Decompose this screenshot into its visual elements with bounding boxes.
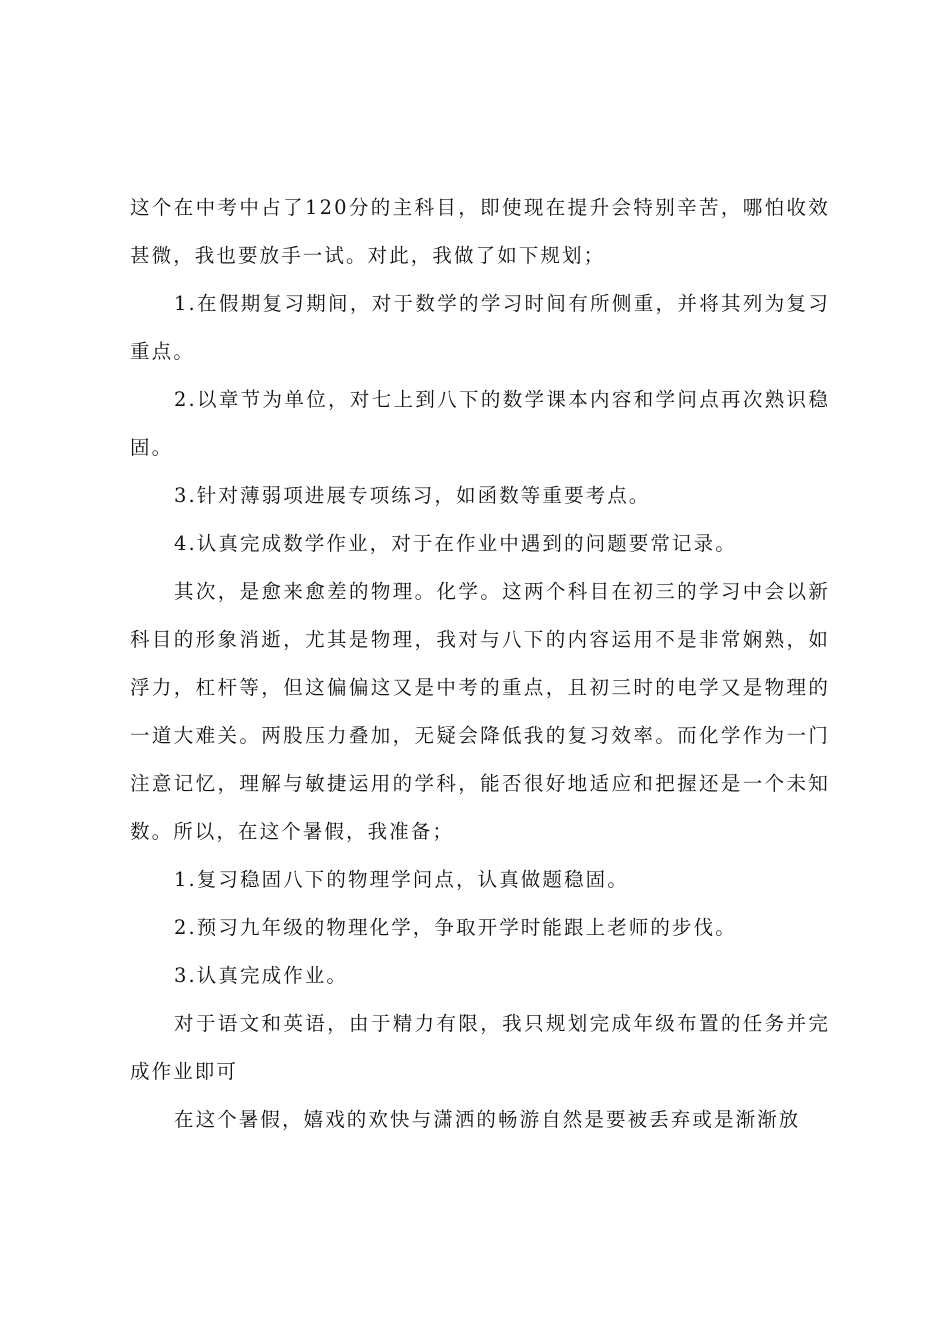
- paragraph-physics-plan-1: 1.复习稳固八下的物理学问点，认真做题稳固。: [174, 868, 629, 891]
- paragraph-physics-plan-3: 3.认真完成作业。: [174, 964, 349, 987]
- paragraph-physics-plan-2: 2.预习九年级的物理化学，争取开学时能跟上老师的步伐。: [174, 916, 737, 939]
- paragraph-math-plan-1: 1.在假期复习期间，对于数学的学习时间有所侧重，并将其列为复习重点。: [130, 292, 830, 363]
- paragraph-math-plan-2: 2.以章节为单位，对七上到八下的数学课本内容和学问点再次熟识稳固。: [130, 388, 830, 459]
- paragraph-physics-chemistry-intro: 其次，是愈来愈差的物理。化学。这两个科目在初三的学习中会以新科目的形象消逝，尤其是物理，我对与八下的内容运用不是非常娴熟，如浮力，杠杆等，但这偏偏这又是中考的重点，且初三时的电学又是物理的一道大难关。两股压力叠加，无疑会降低我的复习效率。而化学作为一门注意记忆，理解与敏捷运用的学科，能否很好地适应和把握还是一个未知数。所以，在这个暑假，我准备；: [130, 580, 830, 843]
- paragraph-math-plan-4: 4.认真完成数学作业，对于在作业中遇到的问题要常记录。: [174, 532, 737, 555]
- paragraph-chinese-english: 对于语文和英语，由于精力有限，我只规划完成年级布置的任务并完成作业即可: [130, 1012, 830, 1083]
- paragraph-math-plan-3: 3.针对薄弱项进展专项练习，如函数等重要考点。: [174, 484, 651, 507]
- paragraph-summer-closing: 在这个暑假，嬉戏的欢快与潇洒的畅游自然是要被丢弃或是渐渐放: [174, 1108, 801, 1131]
- paragraph-math-intro: 这个在中考中占了120分的主科目，即使现在提升会特别辛苦，哪怕收效甚微，我也要放手一试。对此，我做了如下规划；: [130, 196, 830, 267]
